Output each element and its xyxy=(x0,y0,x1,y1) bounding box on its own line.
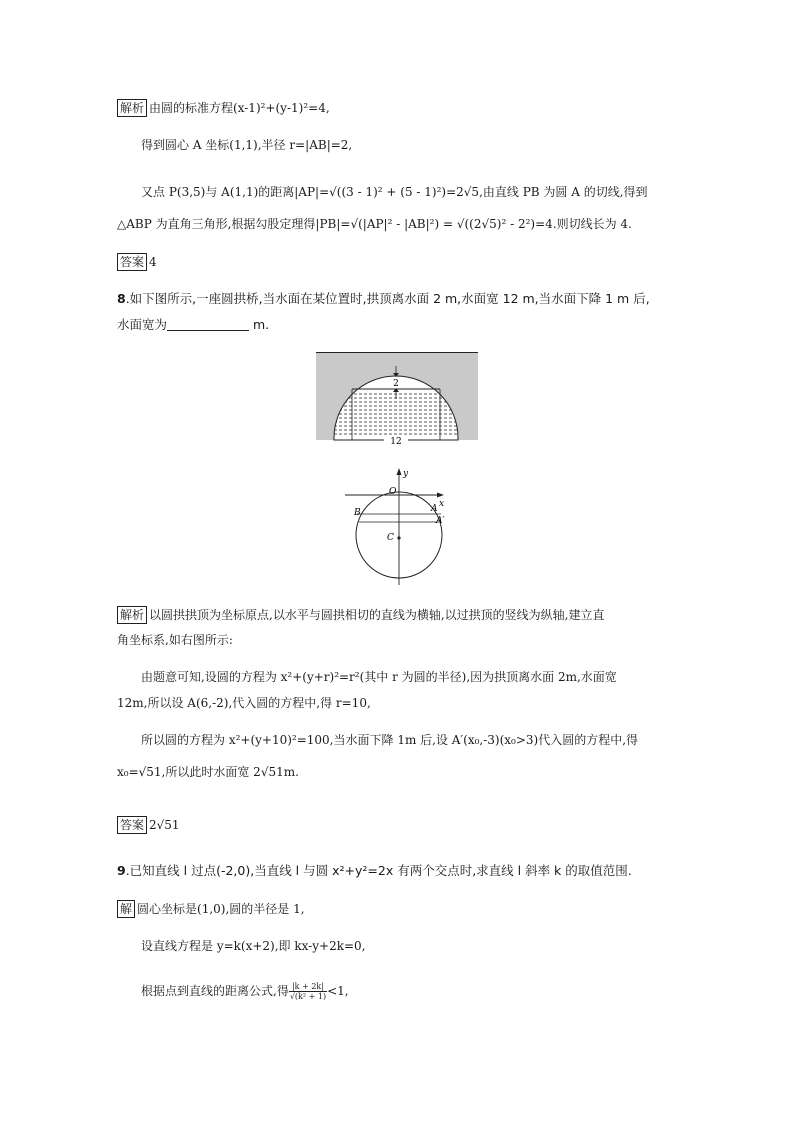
q8-solution-line-2: 角坐标系,如右图所示: xyxy=(117,633,233,647)
arch-bridge-figure xyxy=(316,352,478,444)
question-number: 8 xyxy=(117,291,126,306)
point-b-label: B xyxy=(354,508,361,518)
point-a-label: A xyxy=(431,504,438,514)
analysis-tag: 解析 xyxy=(117,99,147,117)
q8-solution-line-5: 所以圆的方程为 x²+(y+10)²=100,当水面下降 1m 后,设 A′(x₀,-3)(x₀>3)代入圆的方程中,得 xyxy=(141,733,639,747)
origin-label: O xyxy=(389,487,397,497)
point-a-prime-label: A′ xyxy=(436,516,445,526)
q8-answer: 2√51 xyxy=(149,818,180,832)
gap-label: 2 xyxy=(393,379,399,389)
q7-answer: 4 xyxy=(149,255,157,269)
answer-tag: 答案 xyxy=(117,816,147,834)
q7-solution-line-4: △ABP 为直角三角形,根据勾股定理得|PB|=√(|AP|² - |AB|²) = √((2√5)² - 2²)=4.则切线长为 4. xyxy=(117,217,632,231)
q8-solution-line-4: 12m,所以设 A(6,-2),代入圆的方程中,得 r=10, xyxy=(117,696,371,710)
x-axis-label: x xyxy=(439,499,445,509)
width-label: 12 xyxy=(390,437,402,444)
q8-solution-line-3: 由题意可知,设圆的方程为 x²+(y+r)²=r²(其中 r 为圆的半径),因为拱顶离水面 2m,水面宽 xyxy=(141,670,617,684)
q7-solution-line-2: 得到圆心 A 坐标(1,1),半径 r=|AB|=2, xyxy=(141,138,353,152)
question-number: 9 xyxy=(117,863,126,878)
q9-stem: 9.已知直线 l 过点(-2,0),当直线 l 与圆 x²+y²=2x 有两个交点时,求直线 l 斜率 k 的取值范围. xyxy=(117,863,632,878)
distance-fraction: $\frac{|k + 2k|}{\text{√(k² + 1)}}$ xyxy=(289,982,327,1001)
solution-tag: 解 xyxy=(117,900,135,918)
q9-solution-line-2: 设直线方程是 y=k(x+2),即 kx-y+2k=0, xyxy=(141,939,366,953)
answer-tag: 答案 xyxy=(117,253,147,271)
q7-solution-line-1: 解析 由圆的标准方程(x-1)²+(y-1)²=4, xyxy=(117,99,330,117)
q9-solution-line-3: 根据点到直线的距离公式,得 $\frac{|k + 2k|}{\text{√(k² + 1)}}$ <1, xyxy=(141,982,349,1001)
answer-blank xyxy=(167,317,249,331)
analysis-tag: 解析 xyxy=(117,606,147,624)
q8-solution-line-6: x₀=√51,所以此时水面宽 2√51m. xyxy=(117,765,299,779)
q9-solution-line-1: 解 圆心坐标是(1,0),圆的半径是 1, xyxy=(117,900,305,918)
q7-solution-line-3: 又点 P(3,5)与 A(1,1)的距离|AP|=√((3 - 1)² + (5 - 1)²)=2√5,由直线 PB 为圆 A 的切线,得到 xyxy=(141,185,648,199)
center-c-label: C xyxy=(387,533,394,543)
q8-solution-line-1: 解析 以圆拱拱顶为坐标原点,以水平与圆拱相切的直线为横轴,以过拱顶的竖线为纵轴,建立直 xyxy=(117,606,604,624)
q8-stem-line-2: 水面宽为 m. xyxy=(117,317,270,332)
coordinate-circle-figure xyxy=(343,465,455,587)
q8-stem-line-1: 8.如下图所示,一座圆拱桥,当水面在某位置时,拱顶离水面 2 m,水面宽 12 m,当水面下降 1 m 后, xyxy=(117,291,650,306)
y-axis-label: y xyxy=(403,469,409,479)
q8-answer-line xyxy=(117,816,180,834)
q7-answer-line xyxy=(117,253,157,271)
